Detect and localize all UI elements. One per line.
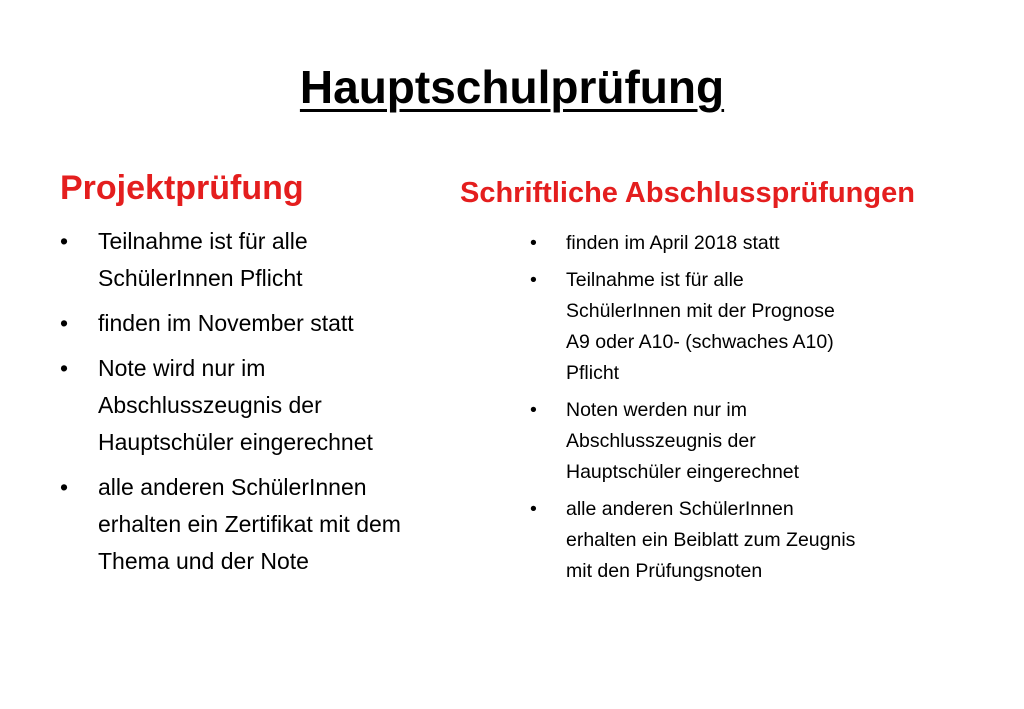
list-item-line: Teilnahme ist für alle [98,228,308,255]
right-bullet-list [530,228,1020,587]
left-list-item [60,350,500,461]
list-item-line: Abschlusszeugnis der [566,429,756,452]
list-item-line: SchülerInnen mit der Prognose [566,299,835,322]
list-item-line: erhalten ein Zertifikat mit dem [98,511,401,538]
list-item-line: erhalten ein Beiblatt zum Zeugnis [566,528,856,551]
list-item-line: Teilnahme ist für alle [566,268,744,291]
bullet-icon: • [60,474,69,501]
left-list-item [60,223,500,297]
list-item-line: finden im November statt [98,310,354,337]
list-item-line: Note wird nur im [98,355,266,382]
slide-title: Hauptschulprüfung [299,61,725,113]
bullet-icon: • [530,497,537,520]
list-item-line: Thema und der Note [98,548,309,575]
list-item-line: alle anderen SchülerInnen [566,497,794,520]
bullet-icon: • [530,398,537,421]
left-column [60,170,500,588]
right-list-item [530,494,1020,587]
list-item-line: SchülerInnen Pflicht [98,265,303,292]
list-item-line: finden im April 2018 statt [566,231,780,254]
left-column-heading: Projektprüfung [60,169,304,207]
bullet-icon: • [60,310,69,337]
bullet-icon: • [60,355,69,382]
left-list-item [60,469,500,580]
list-item-line: Pflicht [566,361,620,384]
right-list-item [530,228,1020,259]
left-list-item [60,305,500,342]
list-item-line: Noten werden nur im [566,398,748,421]
list-item-line: Hauptschüler eingerechnet [98,429,373,456]
left-bullet-list [60,223,500,580]
list-item-line: Abschlusszeugnis der [98,392,322,419]
list-item-line: Hauptschüler eingerechnet [566,460,800,483]
bullet-icon: • [60,228,69,255]
bullet-icon: • [530,268,537,291]
right-list-item [530,395,1020,488]
right-column [460,178,1020,593]
bullet-icon: • [530,231,537,254]
list-item-line: mit den Prüfungsnoten [566,559,763,582]
right-column-heading: Schriftliche Abschlussprüfungen [460,177,915,209]
list-item-line: A9 oder A10- (schwaches A10) [566,330,834,353]
list-item-line: alle anderen SchülerInnen [98,474,367,501]
right-list-item [530,265,1020,389]
